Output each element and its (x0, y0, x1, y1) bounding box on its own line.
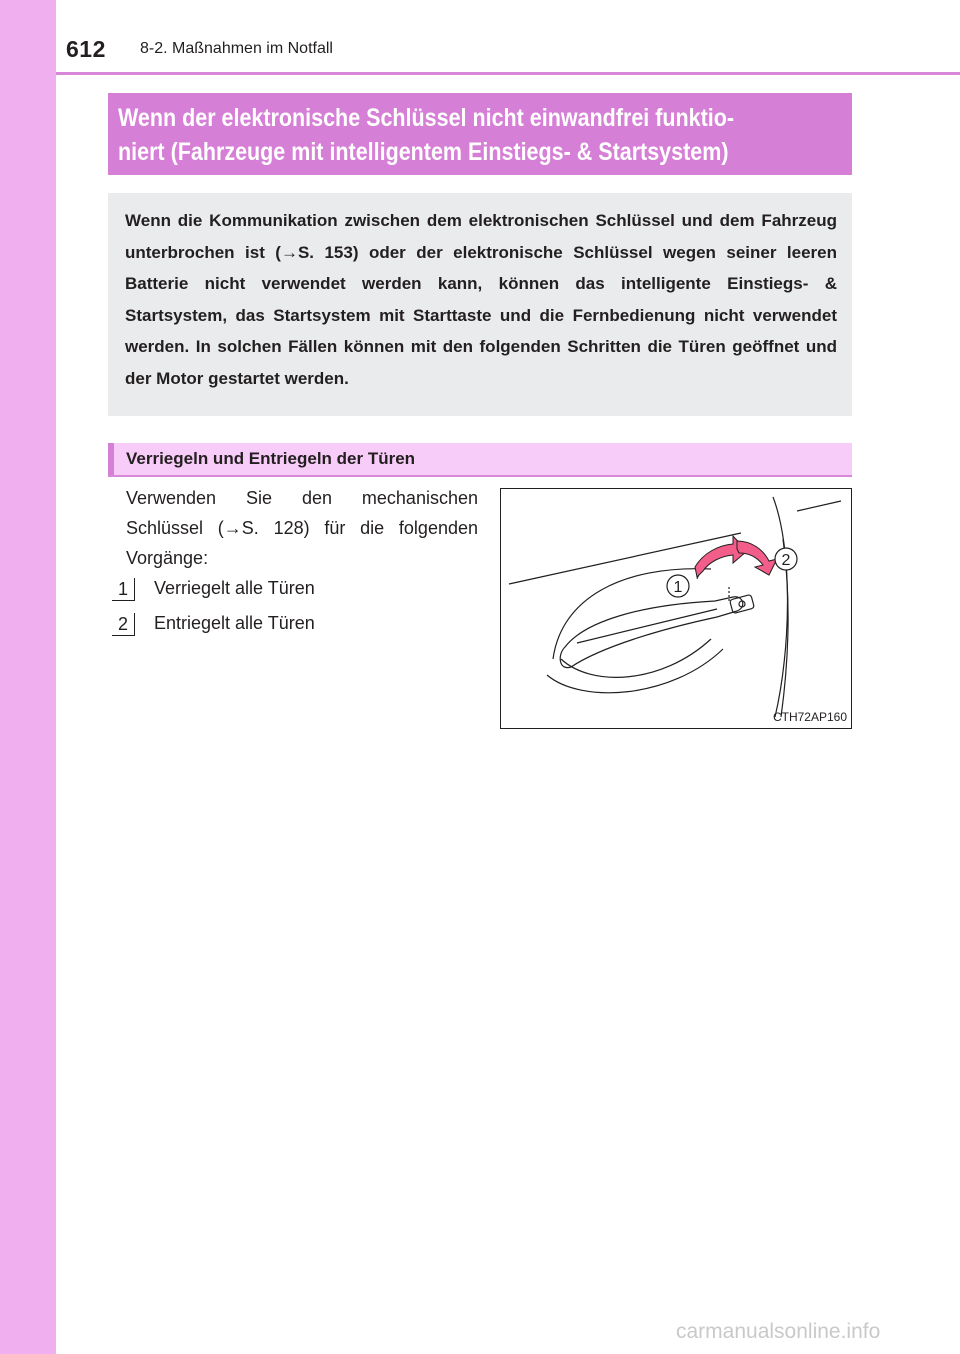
subsection-heading-bar (108, 443, 852, 477)
left-color-band (0, 0, 56, 1354)
door-handle-illustration (500, 488, 852, 729)
instruction-text: Verwenden Sie den mechanischen Schlüssel (→S. 128) für die folgenden Vorgänge: (126, 488, 478, 568)
step-number: 1 (112, 578, 135, 601)
step-text: Entriegelt alle Türen (154, 613, 315, 633)
page-title (118, 101, 746, 169)
title-banner (108, 93, 852, 175)
intro-text: Wenn die Kommunikation zwischen dem elektronischen Schlüssel und dem Fahrzeug unterbrochen ist (→S. 153) oder der elektronische Schlüssel wegen seiner leeren Batterie nicht verwendet werden kann, können das intelligente Einstiegs- & Startsystem, das Startsystem mit Starttaste und die Fernbedienung nicht verwendet werden. In solchen Fällen können mit den folgenden Schritten die Türen geöffnet und der Motor gestartet werden. (125, 211, 837, 388)
callout-2-label: 2 (781, 552, 791, 569)
page-title-line-2: niert (Fahrzeuge mit intelligentem Einstiegs- & Startsystem) (118, 138, 729, 166)
subsection-heading-accent (108, 443, 114, 475)
callout-1-label: 1 (673, 579, 683, 596)
header-rule (56, 72, 960, 75)
step-number: 2 (112, 613, 135, 636)
figure-code: CTH72AP160 (772, 710, 847, 724)
section-label: 8-2. Maßnahmen im Notfall (140, 40, 333, 57)
page-number: 612 (66, 36, 106, 62)
subsection-heading: Verriegeln und Entriegeln der Türen (126, 449, 416, 468)
watermark: carmanualsonline.info (676, 1320, 881, 1343)
step-text: Verriegelt alle Türen (154, 578, 315, 598)
door-handle-drawing (501, 489, 853, 730)
page-title-line-1: Wenn der elektronische Schlüssel nicht einwandfrei funktio- (118, 104, 735, 132)
intro-box (108, 193, 852, 416)
